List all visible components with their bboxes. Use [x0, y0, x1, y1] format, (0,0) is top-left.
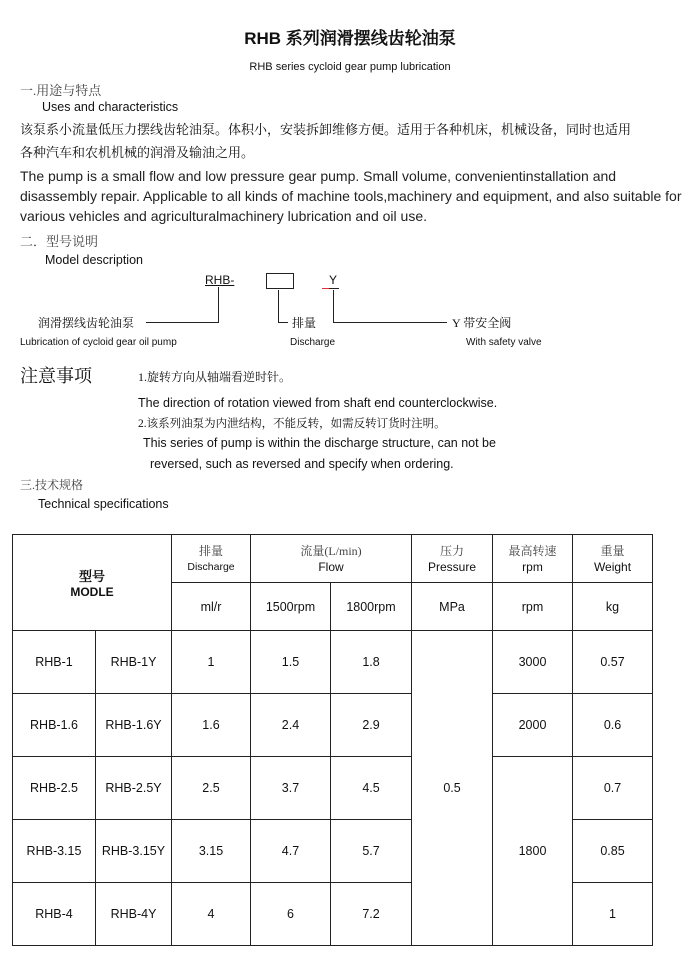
- section1-heading-cn: 一.用途与特点: [20, 83, 102, 98]
- table-row: [13, 757, 653, 820]
- header-speed-cn: 最高转速: [508, 543, 557, 558]
- cell-speed: 3000: [493, 631, 573, 694]
- header-flow-cn: 流量(L/min): [300, 543, 362, 558]
- cell-speed: 2000: [493, 694, 573, 757]
- cell-model-y: RHB-1.6Y: [96, 694, 172, 757]
- cell-model-y: RHB-3.15Y: [96, 820, 172, 883]
- unit-flow-1800: 1800rpm: [331, 583, 412, 631]
- connector-line-suffix-horizontal: [333, 322, 447, 323]
- header-pressure: [412, 535, 493, 583]
- cell-model-y: RHB-4Y: [96, 883, 172, 946]
- label-valve-cn: Y 带安全阀: [452, 316, 512, 330]
- notes-item2-cn: 2.该系列油泵为内泄结构，不能反转，如需反转订货时注明。: [138, 418, 446, 430]
- cell-model: RHB-2.5: [13, 757, 96, 820]
- table-header-row: [13, 535, 653, 583]
- notes-item2-en-line1: This series of pump is within the discharge structure, can not be: [143, 436, 496, 450]
- cell-discharge: 2.5: [172, 757, 251, 820]
- page-subtitle: RHB series cycloid gear pump lubrication: [249, 61, 451, 73]
- cell-flow-1500: 1.5: [251, 631, 331, 694]
- suffix-red-mark: [322, 288, 329, 289]
- cell-weight: 0.6: [573, 694, 653, 757]
- notes-item2-en-line2: reversed, such as reversed and specify when ordering.: [150, 457, 454, 471]
- label-pump-en: Lubrication of cycloid gear oil pump: [20, 337, 177, 348]
- discharge-placeholder-box: [266, 273, 294, 289]
- cell-discharge: 1: [172, 631, 251, 694]
- header-weight-cn: 重量: [600, 543, 625, 558]
- cell-flow-1800: 4.5: [331, 757, 412, 820]
- model-suffix: Y: [329, 273, 338, 287]
- cell-weight: 0.85: [573, 820, 653, 883]
- label-discharge-cn: 排量: [292, 316, 317, 330]
- unit-speed: rpm: [493, 583, 573, 631]
- header-weight: [573, 535, 653, 583]
- header-discharge-en: Discharge: [187, 560, 235, 573]
- label-valve-en: With safety valve: [466, 337, 542, 348]
- section1-heading-en: Uses and characteristics: [42, 100, 179, 114]
- cell-discharge: 1.6: [172, 694, 251, 757]
- cell-weight: 1: [573, 883, 653, 946]
- cell-model: RHB-1: [13, 631, 96, 694]
- section2-heading-cn: 二．型号说明: [20, 234, 99, 249]
- section1-para-en-line1: The pump is a small flow and low pressure gear pump. Small volume, convenientinstallation and: [20, 168, 617, 184]
- cell-model-y: RHB-2.5Y: [96, 757, 172, 820]
- table-row: [13, 694, 653, 757]
- cell-flow-1800: 2.9: [331, 694, 412, 757]
- model-prefix: RHB-: [205, 273, 235, 287]
- section3-heading-en: Technical specifications: [38, 497, 169, 511]
- cell-model: RHB-3.15: [13, 820, 96, 883]
- header-discharge-cn: 排量: [198, 543, 223, 558]
- spec-table: [12, 534, 653, 946]
- cell-flow-1500: 4.7: [251, 820, 331, 883]
- cell-flow-1800: 7.2: [331, 883, 412, 946]
- cell-flow-1800: 5.7: [331, 820, 412, 883]
- header-pressure-cn: 压力: [440, 543, 465, 558]
- section1-para-cn-line2: 各种汽车和农机机械的润滑及输油之用。: [20, 145, 255, 160]
- cell-model-y: RHB-1Y: [96, 631, 172, 694]
- cell-flow-1500: 3.7: [251, 757, 331, 820]
- unit-weight: kg: [573, 583, 653, 631]
- suffix-underline: [329, 288, 339, 289]
- header-speed: [493, 535, 573, 583]
- cell-flow-1800: 1.8: [331, 631, 412, 694]
- connector-line-discharge-vertical: [278, 290, 279, 323]
- cell-discharge: 4: [172, 883, 251, 946]
- cell-pressure: 0.5: [412, 631, 493, 946]
- section1-para-en-line3: various vehicles and agriculturalmachinery lubrication and oil use.: [20, 208, 427, 224]
- header-speed-en: rpm: [522, 559, 543, 574]
- section2-heading-en: Model description: [45, 253, 143, 267]
- connector-line-prefix-horizontal: [146, 322, 219, 323]
- cell-discharge: 3.15: [172, 820, 251, 883]
- cell-weight: 0.7: [573, 757, 653, 820]
- connector-line-prefix-vertical: [218, 287, 219, 323]
- header-pressure-en: Pressure: [428, 559, 477, 574]
- cell-model: RHB-1.6: [13, 694, 96, 757]
- cell-flow-1500: 6: [251, 883, 331, 946]
- connector-line-discharge-horizontal: [278, 322, 288, 323]
- label-pump-cn: 润滑摆线齿轮油泵: [38, 316, 135, 330]
- section1-para-en-line2: disassembly repair. Applicable to all kinds of machine tools,machinery and equipment, and also suitable for: [20, 188, 682, 204]
- header-discharge: [172, 535, 251, 583]
- notes-heading: 注意事项: [20, 366, 92, 386]
- cell-weight: 0.57: [573, 631, 653, 694]
- notes-item1-cn: 1.旋转方向从轴端看逆时针。: [138, 370, 292, 384]
- cell-speed: 1800: [493, 757, 573, 946]
- header-weight-en: Weight: [593, 559, 632, 574]
- section1-para-cn-line1: 该泵系小流量低压力摆线齿轮油泵。体积小，安装拆卸维修方便。适用于各种机床，机械设备，同时也适用: [20, 122, 632, 137]
- unit-discharge: ml/r: [172, 583, 251, 631]
- header-model: [13, 535, 172, 631]
- unit-flow-1500: 1500rpm: [251, 583, 331, 631]
- header-flow: [251, 535, 412, 583]
- label-discharge-en: Discharge: [290, 337, 336, 348]
- notes-item1-en: The direction of rotation viewed from shaft end counterclockwise.: [138, 396, 498, 410]
- page-title: RHB 系列润滑摆线齿轮油泵: [244, 29, 456, 48]
- header-flow-en: Flow: [318, 559, 344, 574]
- header-model-en: MODLE: [70, 585, 114, 599]
- section3-heading-cn: 三.技术规格: [20, 478, 84, 492]
- connector-line-suffix-vertical: [333, 290, 334, 323]
- header-model-cn: 型号: [78, 569, 105, 584]
- unit-pressure: MPa: [412, 583, 493, 631]
- cell-model: RHB-4: [13, 883, 96, 946]
- table-row: [13, 631, 653, 694]
- cell-flow-1500: 2.4: [251, 694, 331, 757]
